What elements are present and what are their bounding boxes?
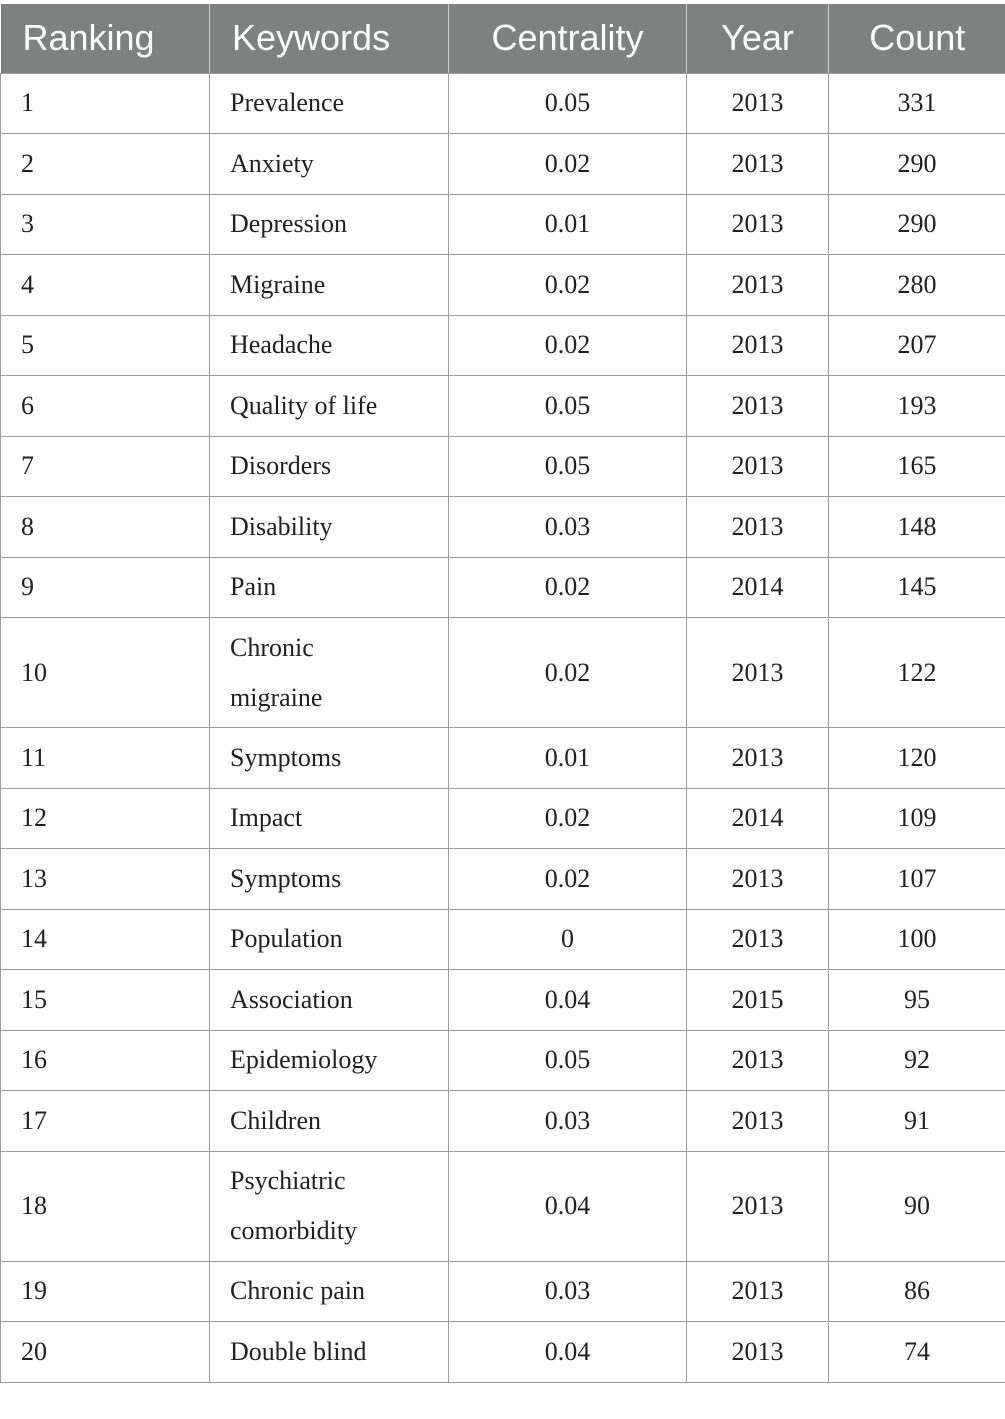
count-cell: 92 [829,1030,1005,1091]
keyword-line: Chronic pain [230,1276,366,1306]
count-cell: 91 [829,1091,1005,1152]
table-row [1,557,1005,618]
keyword-line: Association [230,984,353,1014]
centrality-cell: 0.02 [449,557,687,618]
centrality-cell: 0.03 [449,497,687,558]
keyword-cell [210,497,449,558]
year-cell: 2013 [687,73,829,134]
keyword-line: Symptoms [230,863,342,893]
count-cell: 165 [829,436,1005,497]
year-cell: 2014 [687,788,829,849]
ranking-cell: 17 [1,1091,210,1152]
year-cell: 2013 [687,1030,829,1091]
ranking-cell: 6 [1,376,210,437]
keyword-line: Population [230,924,343,954]
header-row [1,4,1005,73]
table-row [1,315,1005,376]
keyword-line: Headache [230,330,333,360]
keyword-line: migraine [230,682,323,712]
year-cell: 2013 [687,1261,829,1322]
keyword-cell [210,970,449,1031]
ranking-cell: 19 [1,1261,210,1322]
table-row [1,73,1005,134]
ranking-cell: 18 [1,1151,210,1261]
count-cell: 86 [829,1261,1005,1322]
year-cell: 2013 [687,436,829,497]
centrality-cell: 0.05 [449,436,687,497]
keyword-line: Migraine [230,269,326,299]
keyword-cell [210,73,449,134]
keyword-cell [210,1091,449,1152]
table-row [1,970,1005,1031]
count-cell: 74 [829,1322,1005,1383]
table-row [1,255,1005,316]
keyword-cell [210,909,449,970]
centrality-cell: 0 [449,909,687,970]
centrality-cell: 0.01 [449,194,687,255]
ranking-cell: 3 [1,194,210,255]
keyword-line: Symptoms [230,742,342,772]
keyword-line: Depression [230,209,347,239]
count-cell: 95 [829,970,1005,1031]
centrality-cell: 0.04 [449,1151,687,1261]
ranking-cell: 5 [1,315,210,376]
count-cell: 122 [829,618,1005,728]
keyword-cell [210,194,449,255]
count-cell: 193 [829,376,1005,437]
centrality-cell: 0.02 [449,134,687,195]
table-row [1,1091,1005,1152]
year-cell: 2013 [687,1322,829,1383]
keyword-line: Impact [230,803,303,833]
centrality-cell: 0.03 [449,1261,687,1322]
ranking-cell: 1 [1,73,210,134]
keyword-cell [210,728,449,789]
table-row [1,1322,1005,1383]
keyword-cell [210,788,449,849]
header-ranking: Ranking [1,4,210,73]
header-keywords: Keywords [210,4,449,73]
table-row [1,1030,1005,1091]
centrality-cell: 0.05 [449,376,687,437]
header-count: Count [829,4,1005,73]
year-cell: 2013 [687,194,829,255]
year-cell: 2014 [687,557,829,618]
keyword-cell [210,618,449,728]
keyword-line: Double blind [230,1336,367,1366]
year-cell: 2013 [687,255,829,316]
table-row [1,1151,1005,1261]
ranking-cell: 20 [1,1322,210,1383]
count-cell: 109 [829,788,1005,849]
table-row [1,134,1005,195]
centrality-cell: 0.01 [449,728,687,789]
ranking-cell: 9 [1,557,210,618]
keyword-cell [210,134,449,195]
table-row [1,1261,1005,1322]
ranking-cell: 11 [1,728,210,789]
centrality-cell: 0.05 [449,1030,687,1091]
count-cell: 145 [829,557,1005,618]
year-cell: 2013 [687,1151,829,1261]
count-cell: 290 [829,134,1005,195]
ranking-cell: 12 [1,788,210,849]
count-cell: 90 [829,1151,1005,1261]
year-cell: 2013 [687,1091,829,1152]
header-year: Year [687,4,829,73]
table-row [1,788,1005,849]
year-cell: 2013 [687,728,829,789]
centrality-cell: 0.02 [449,255,687,316]
table-body [1,73,1005,1382]
keyword-line: Quality of life [230,390,378,420]
keyword-cell [210,436,449,497]
table-header [1,4,1005,73]
centrality-cell: 0.05 [449,73,687,134]
year-cell: 2013 [687,134,829,195]
count-cell: 120 [829,728,1005,789]
keyword-cell [210,1322,449,1383]
table-row [1,728,1005,789]
count-cell: 331 [829,73,1005,134]
keyword-cell [210,315,449,376]
year-cell: 2013 [687,376,829,437]
count-cell: 107 [829,849,1005,910]
keyword-cell [210,1261,449,1322]
keyword-cell [210,1151,449,1261]
ranking-cell: 16 [1,1030,210,1091]
keyword-line: Prevalence [230,88,345,118]
ranking-cell: 7 [1,436,210,497]
ranking-cell: 10 [1,618,210,728]
keyword-line: comorbidity [230,1216,358,1245]
count-cell: 207 [829,315,1005,376]
keyword-cell [210,1030,449,1091]
ranking-cell: 2 [1,134,210,195]
table-row [1,909,1005,970]
year-cell: 2015 [687,970,829,1031]
year-cell: 2013 [687,909,829,970]
ranking-cell: 8 [1,497,210,558]
table-row [1,376,1005,437]
ranking-cell: 14 [1,909,210,970]
keyword-cell [210,255,449,316]
keyword-line: Psychiatric [230,1166,346,1195]
keyword-cell [210,557,449,618]
table-row [1,618,1005,728]
ranking-cell: 15 [1,970,210,1031]
table-row [1,849,1005,910]
count-cell: 280 [829,255,1005,316]
table-row [1,497,1005,558]
centrality-cell: 0.02 [449,849,687,910]
year-cell: 2013 [687,497,829,558]
ranking-cell: 13 [1,849,210,910]
count-cell: 148 [829,497,1005,558]
header-centrality: Centrality [449,4,687,73]
keyword-cell [210,849,449,910]
year-cell: 2013 [687,849,829,910]
centrality-cell: 0.02 [449,618,687,728]
centrality-cell: 0.04 [449,970,687,1031]
keyword-line: Disability [230,511,333,541]
year-cell: 2013 [687,618,829,728]
keyword-line: Pain [230,572,277,602]
keyword-line: Epidemiology [230,1045,378,1075]
keyword-line: Disorders [230,451,332,481]
centrality-cell: 0.03 [449,1091,687,1152]
keyword-line: Children [230,1105,321,1135]
centrality-cell: 0.02 [449,315,687,376]
centrality-cell: 0.04 [449,1322,687,1383]
ranking-cell: 4 [1,255,210,316]
count-cell: 290 [829,194,1005,255]
keyword-line: Anxiety [230,148,314,178]
keywords-table [0,4,1005,1383]
keyword-cell [210,376,449,437]
table-row [1,436,1005,497]
table-row [1,194,1005,255]
count-cell: 100 [829,909,1005,970]
keyword-line: Chronic [230,632,314,662]
centrality-cell: 0.02 [449,788,687,849]
year-cell: 2013 [687,315,829,376]
